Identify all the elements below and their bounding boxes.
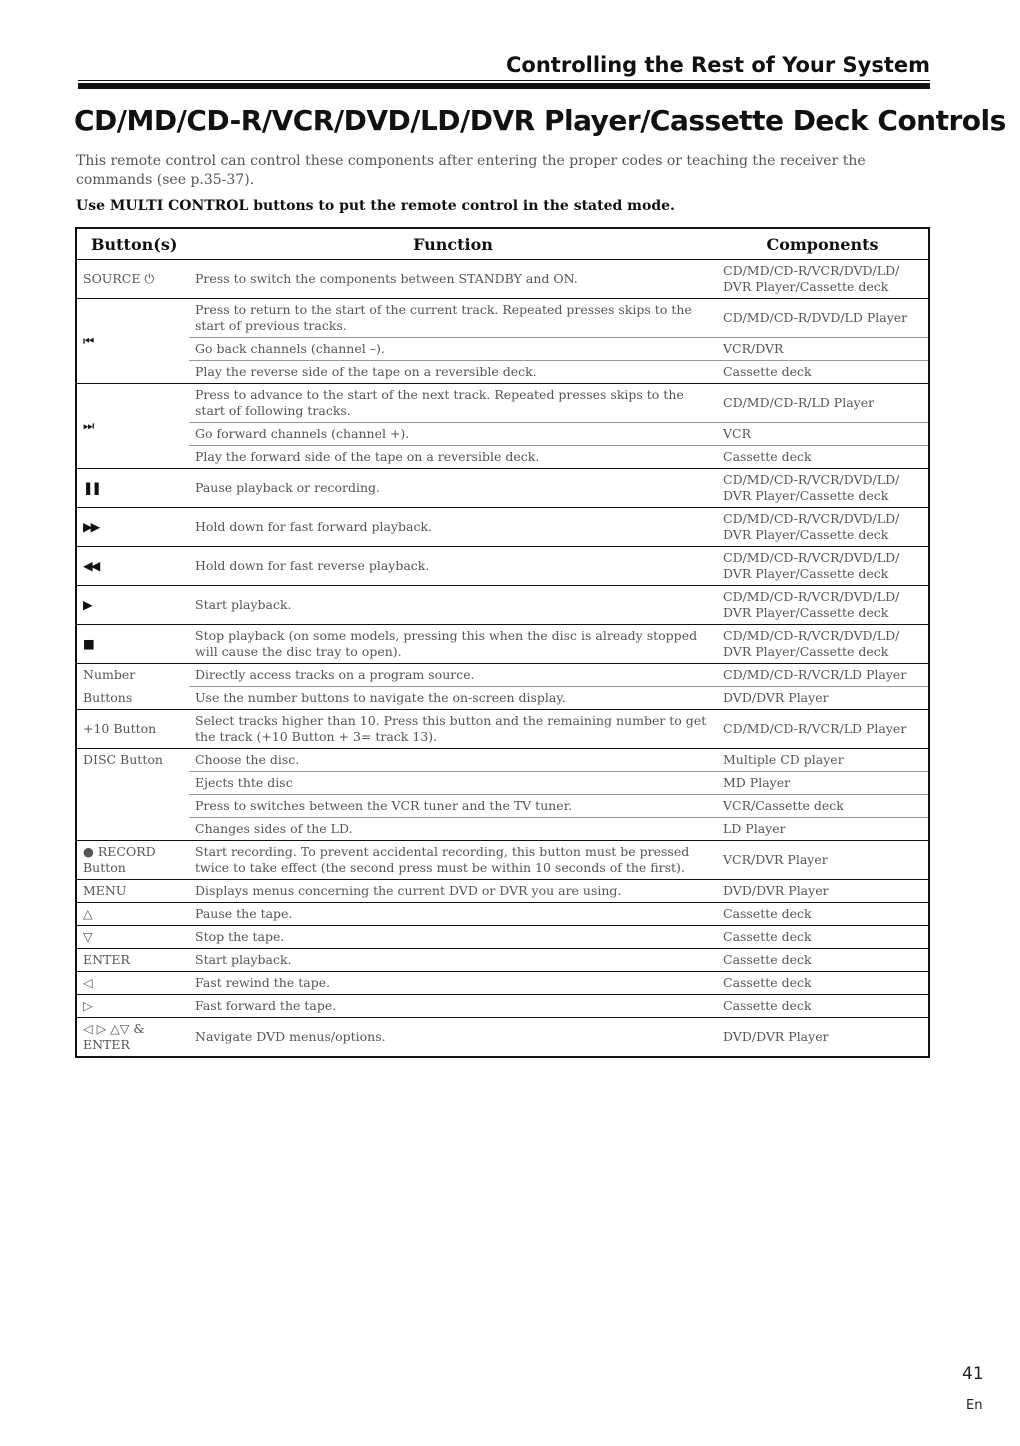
function-cell: Hold down for fast reverse playback. [189, 547, 717, 586]
right-triangle-icon: ▷ [76, 995, 189, 1018]
table-row [76, 508, 929, 547]
components-cell: Cassette deck [717, 995, 929, 1018]
table-row [76, 423, 929, 446]
table-row [76, 1018, 929, 1058]
down-triangle-icon: ▽ [76, 926, 189, 949]
components-cell: Cassette deck [717, 926, 929, 949]
function-cell: Play the forward side of the tape on a reversible deck. [189, 446, 717, 469]
components-cell: Multiple CD player [717, 749, 929, 772]
components-cell: CD/MD/CD-R/LD Player [717, 384, 929, 423]
table-row [76, 547, 929, 586]
function-cell: Directly access tracks on a program source. [189, 664, 717, 687]
button-cell: MENU [76, 880, 189, 903]
function-cell: Displays menus concerning the current DVD or DVR you are using. [189, 880, 717, 903]
components-cell: VCR/DVR Player [717, 841, 929, 880]
components-cell: VCR [717, 423, 929, 446]
play-icon: ▶ [76, 586, 189, 625]
table-row [76, 687, 929, 710]
table-row [76, 446, 929, 469]
function-cell: Play the reverse side of the tape on a reversible deck. [189, 361, 717, 384]
function-cell: Go forward channels (channel +). [189, 423, 717, 446]
header-function: Function [189, 228, 717, 260]
up-triangle-icon: △ [76, 903, 189, 926]
function-cell: Fast forward the tape. [189, 995, 717, 1018]
function-cell: Start playback. [189, 586, 717, 625]
section-title: Controlling the Rest of Your System [506, 53, 930, 77]
page-heading: CD/MD/CD-R/VCR/DVD/LD/DVR Player/Cassette Deck Controls [74, 104, 1006, 137]
components-cell: VCR/Cassette deck [717, 795, 929, 818]
function-cell: Stop the tape. [189, 926, 717, 949]
function-cell: Navigate DVD menus/options. [189, 1018, 717, 1058]
header-components: Components [717, 228, 929, 260]
table-row [76, 841, 929, 880]
language-label: En [966, 1398, 983, 1413]
table-row [76, 299, 929, 338]
table-row [76, 795, 929, 818]
components-cell: LD Player [717, 818, 929, 841]
function-cell: Stop playback (on some models, pressing this when the disc is already stopped will cause the disc tray to open). [189, 625, 717, 664]
function-cell: Pause the tape. [189, 903, 717, 926]
function-cell: Pause playback or recording. [189, 469, 717, 508]
function-cell: Fast rewind the tape. [189, 972, 717, 995]
table-row [76, 880, 929, 903]
button-cell: Number [76, 664, 189, 687]
components-cell: CD/MD/CD-R/DVD/LD Player [717, 299, 929, 338]
function-cell: Press to advance to the start of the next track. Repeated presses skips to the start of following tracks. [189, 384, 717, 423]
left-triangle-icon: ◁ [76, 972, 189, 995]
header-rule-thin [78, 80, 930, 81]
components-cell: CD/MD/CD-R/VCR/DVD/LD/ DVR Player/Cassette deck [717, 547, 929, 586]
header-button: Button(s) [76, 228, 189, 260]
components-cell: CD/MD/CD-R/VCR/LD Player [717, 664, 929, 687]
function-cell: Use the number buttons to navigate the on-screen display. [189, 687, 717, 710]
fast-forward-icon: ▶▶ [76, 508, 189, 547]
components-cell: DVD/DVR Player [717, 687, 929, 710]
table-row [76, 949, 929, 972]
components-cell: Cassette deck [717, 903, 929, 926]
button-cell: ENTER [76, 949, 189, 972]
function-cell: Start playback. [189, 949, 717, 972]
button-cell: ● RECORD Button [76, 841, 189, 880]
button-cell: ◁ ▷ △▽ & ENTER [76, 1018, 189, 1058]
function-cell: Hold down for fast forward playback. [189, 508, 717, 547]
table-row [76, 903, 929, 926]
button-cell: +10 Button [76, 710, 189, 749]
components-cell: VCR/DVR [717, 338, 929, 361]
components-cell: Cassette deck [717, 446, 929, 469]
components-cell: Cassette deck [717, 361, 929, 384]
intro-instruction: Use MULTI CONTROL buttons to put the remote control in the stated mode. [76, 198, 675, 214]
table-row [76, 818, 929, 841]
function-cell: Start recording. To prevent accidental recording, this button must be pressed twice to take effect (the second press must be within 10 seconds of the first). [189, 841, 717, 880]
button-cell: SOURCE ⏻ [76, 260, 189, 299]
components-cell: CD/MD/CD-R/VCR/DVD/LD/ DVR Player/Cassette deck [717, 586, 929, 625]
components-cell: Cassette deck [717, 972, 929, 995]
components-cell: DVD/DVR Player [717, 880, 929, 903]
table-row [76, 926, 929, 949]
function-cell: Select tracks higher than 10. Press this button and the remaining number to get the track (+10 Button + 3= track 13). [189, 710, 717, 749]
table-row [76, 338, 929, 361]
function-cell: Press to switch the components between STANDBY and ON. [189, 260, 717, 299]
button-cell: Buttons [83, 689, 133, 705]
header-rule-thick [78, 83, 930, 89]
function-cell: Ejects thte disc [189, 772, 717, 795]
button-cell: DISC Button [76, 749, 189, 841]
table-row [76, 972, 929, 995]
function-cell: Choose the disc. [189, 749, 717, 772]
components-cell: CD/MD/CD-R/VCR/DVD/LD/ DVR Player/Cassette deck [717, 469, 929, 508]
table-row [76, 995, 929, 1018]
stop-icon: ■ [76, 625, 189, 664]
components-cell: DVD/DVR Player [717, 1018, 929, 1058]
table-row [76, 625, 929, 664]
controls-table [75, 227, 930, 1058]
pause-icon: ❚❚ [76, 469, 189, 508]
table-row [76, 260, 929, 299]
intro-text: This remote control can control these components after entering the proper codes or teaching the receiver the commands (see p.35-37). [76, 153, 866, 188]
table-row [76, 384, 929, 423]
components-cell: MD Player [717, 772, 929, 795]
function-cell: Press to return to the start of the current track. Repeated presses skips to the start of previous tracks. [189, 299, 717, 338]
table-row [76, 469, 929, 508]
table-row [76, 710, 929, 749]
function-cell: Press to switches between the VCR tuner and the TV tuner. [189, 795, 717, 818]
table-row [76, 749, 929, 772]
table-header-row [76, 228, 929, 260]
function-cell: Go back channels (channel –). [189, 338, 717, 361]
table-row [76, 772, 929, 795]
table-row [76, 586, 929, 625]
table-row [76, 361, 929, 384]
components-cell: CD/MD/CD-R/VCR/DVD/LD/ DVR Player/Cassette deck [717, 508, 929, 547]
components-cell: CD/MD/CD-R/VCR/DVD/LD/ DVR Player/Cassette deck [717, 260, 929, 299]
rewind-icon: ◀◀ [76, 547, 189, 586]
table-row [76, 664, 929, 687]
function-cell: Changes sides of the LD. [189, 818, 717, 841]
page-header [78, 52, 930, 89]
page-number: 41 [962, 1364, 984, 1384]
prev-track-icon: ⏮ [76, 299, 189, 384]
components-cell: Cassette deck [717, 949, 929, 972]
next-track-icon: ⏭ [76, 384, 189, 469]
components-cell: CD/MD/CD-R/VCR/DVD/LD/ DVR Player/Cassette deck [717, 625, 929, 664]
components-cell: CD/MD/CD-R/VCR/LD Player [717, 710, 929, 749]
